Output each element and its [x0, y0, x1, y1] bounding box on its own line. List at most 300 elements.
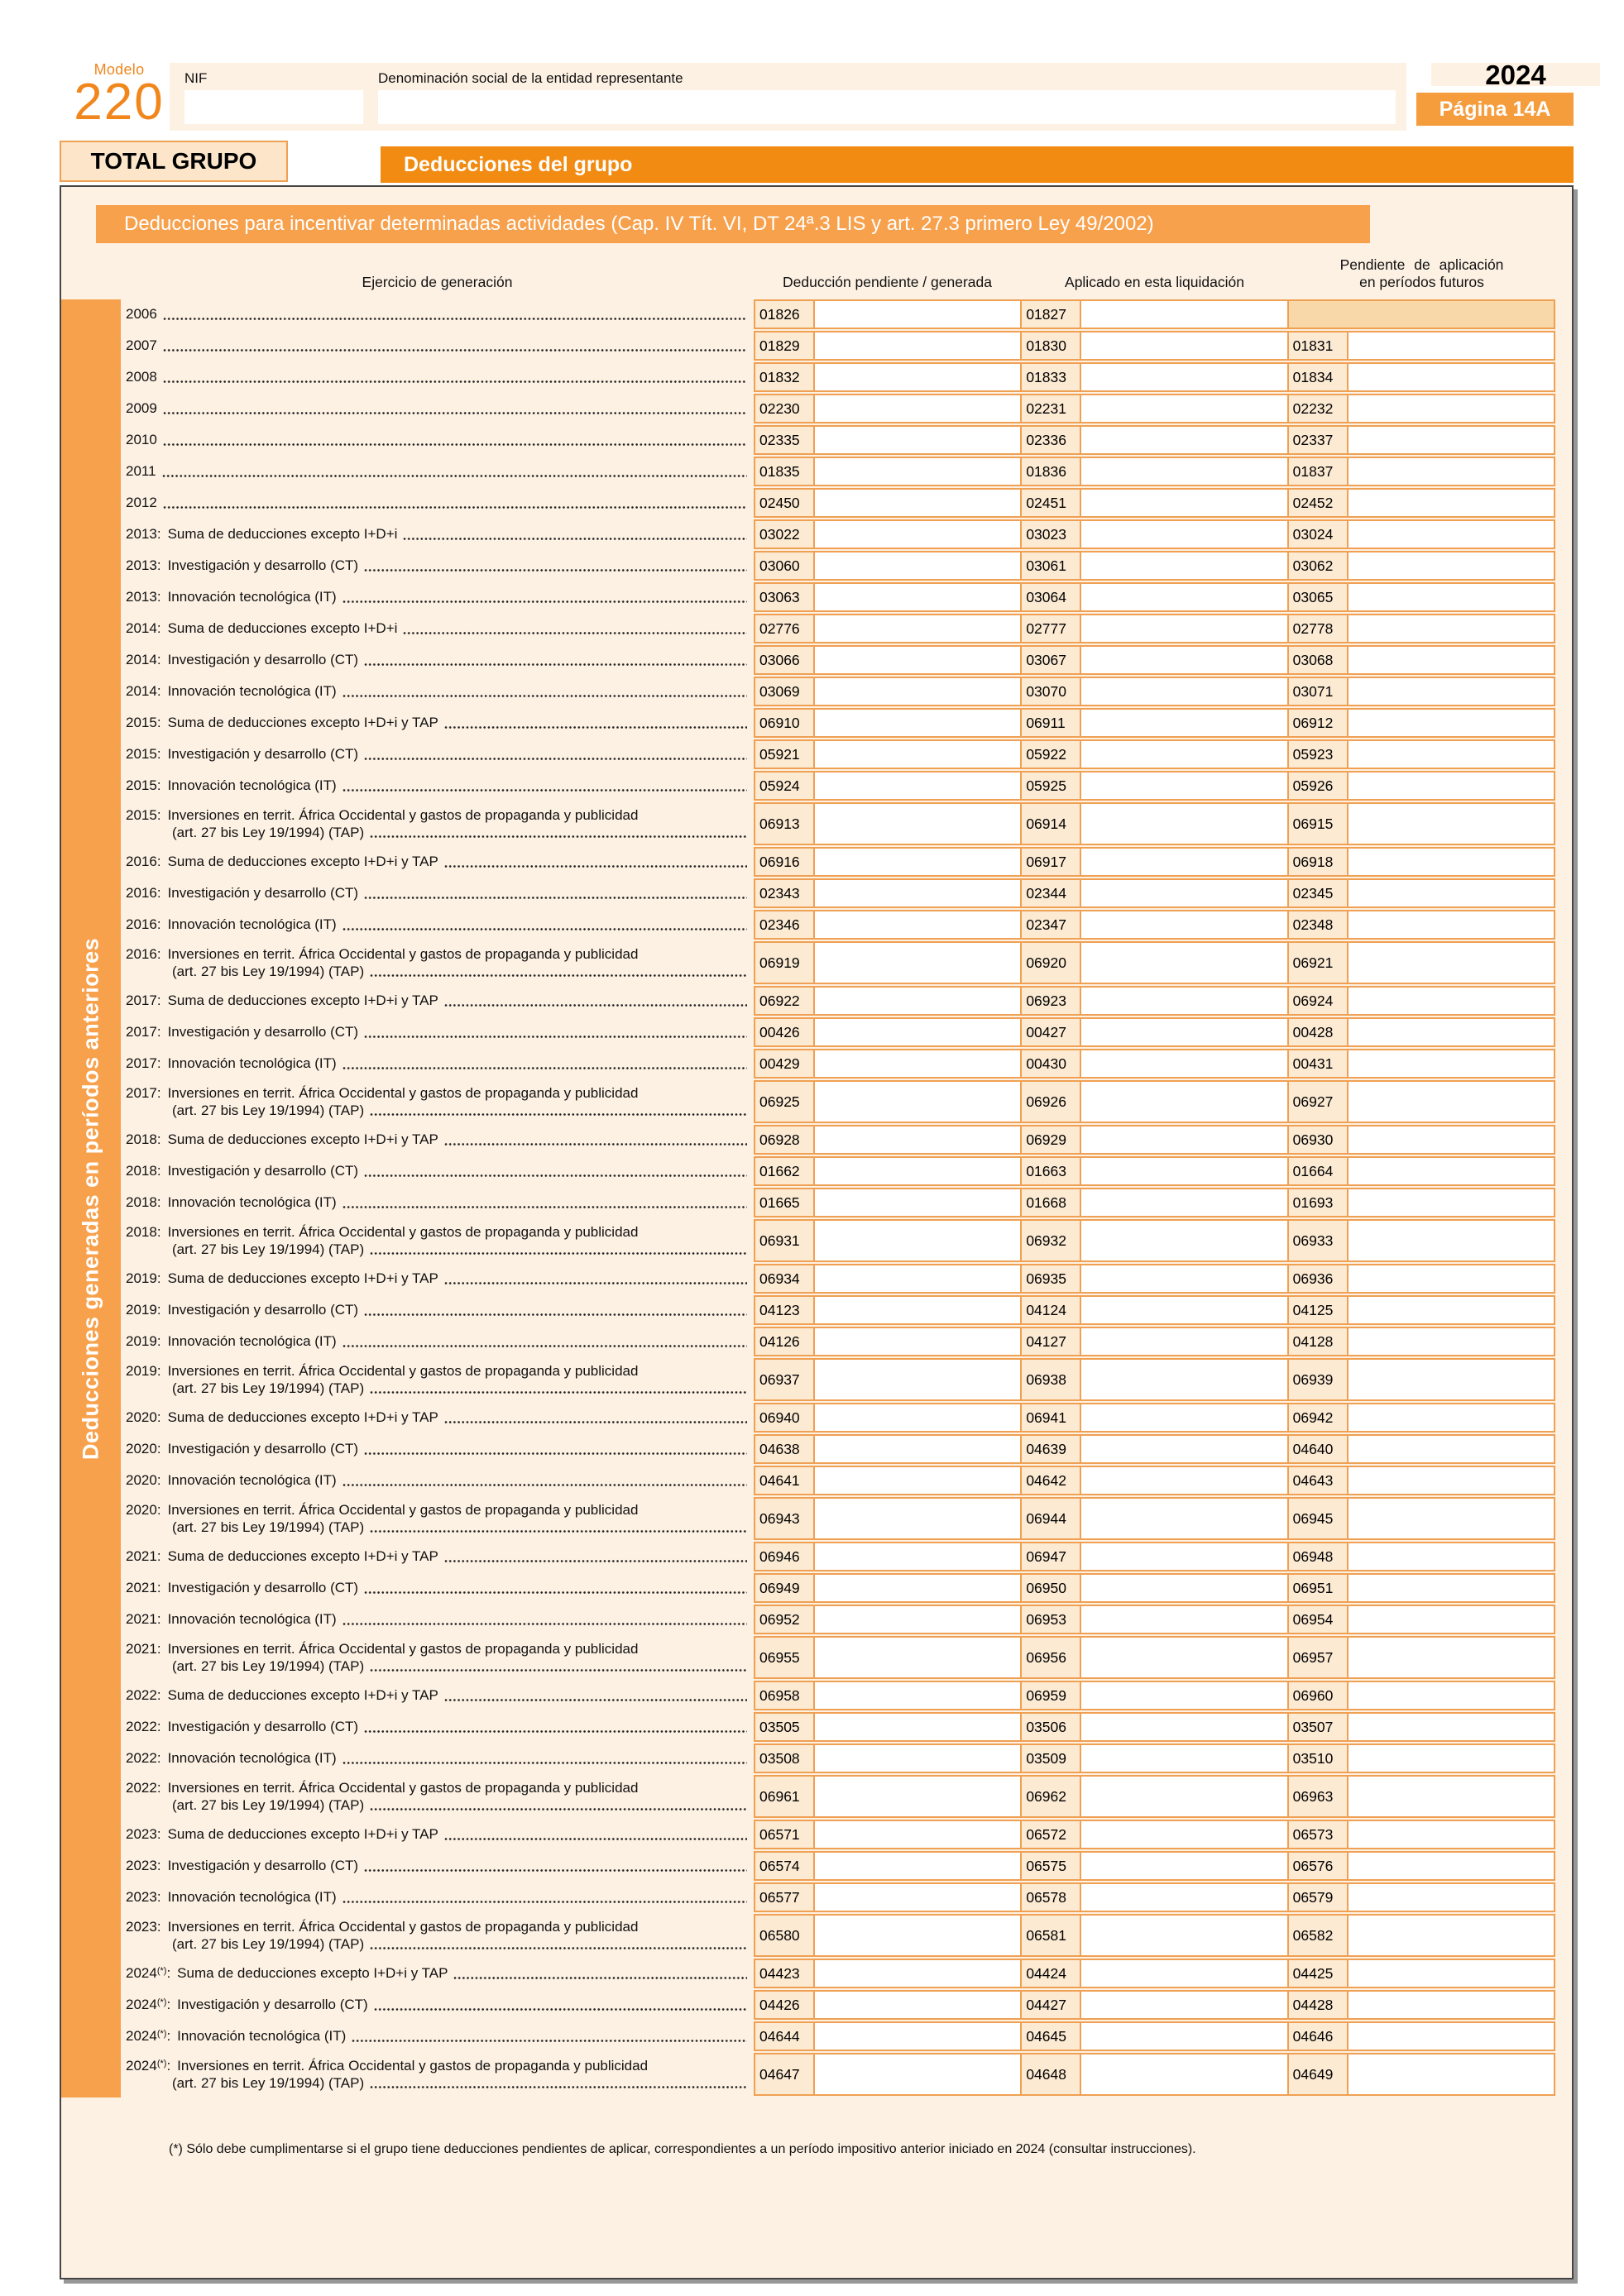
row-year: 2024(*):: [126, 1965, 171, 1982]
code-box: 00430: [1022, 1050, 1081, 1077]
dotted-leader: [444, 1142, 747, 1146]
amount-input[interactable]: [1081, 1328, 1286, 1355]
cell-group: [755, 1884, 1020, 1911]
code-box: 02776: [755, 615, 815, 642]
amount-input[interactable]: [1081, 1467, 1286, 1494]
amount-input[interactable]: [815, 1575, 1020, 1601]
column-header-aplicado: Aplicado en esta liquidación: [1065, 274, 1244, 290]
cell-group: [1287, 521, 1554, 548]
amount-input[interactable]: [1081, 1019, 1286, 1045]
code-box: 04125: [1289, 1297, 1349, 1323]
amount-input[interactable]: [1349, 1221, 1554, 1260]
row-year: 2013:: [126, 526, 161, 543]
row-label: [121, 847, 754, 877]
amount-input[interactable]: [1349, 1638, 1554, 1677]
amount-input[interactable]: [1349, 773, 1554, 799]
amount-input[interactable]: [1081, 364, 1286, 390]
cell-group: [1287, 1606, 1554, 1633]
row-label-text: Inversiones en territ. África Occidental y gastos de propaganda y publicidad: [167, 1640, 639, 1657]
amount-input[interactable]: [815, 395, 1020, 422]
table-column-headers: [121, 256, 1555, 293]
code-box: 06576: [1289, 1853, 1349, 1879]
code-box: 06961: [755, 1777, 815, 1816]
amount-input[interactable]: [1081, 1158, 1286, 1184]
amount-input[interactable]: [1349, 1853, 1554, 1879]
cell-group: [1020, 1853, 1286, 1879]
dotted-leader: [444, 1698, 747, 1702]
row-label-text: Suma de deducciones excepto I+D+i y TAP: [167, 1131, 438, 1148]
row-cells: [754, 771, 1555, 801]
amount-input[interactable]: [1349, 458, 1554, 485]
amount-input[interactable]: [1081, 1638, 1286, 1677]
amount-input[interactable]: [815, 2023, 1020, 2050]
cell-group: [1020, 1745, 1286, 1772]
amount-input[interactable]: [1081, 1050, 1286, 1077]
footnote: (*) Sólo debe cumplimentarse si el grupo tiene deducciones pendientes de aplicar, correspondientes a un período impositivo anterior iniciado en 2024 (consultar instrucciones).: [169, 2142, 1196, 2156]
code-box: 01663: [1022, 1158, 1081, 1184]
code-box: 06932: [1022, 1221, 1081, 1260]
cell-group: [1287, 911, 1554, 938]
amount-input[interactable]: [1081, 427, 1286, 453]
dotted-leader: [163, 317, 747, 321]
dotted-leader: [343, 1761, 747, 1765]
row-cells: [754, 1712, 1555, 1742]
amount-input[interactable]: [815, 1606, 1020, 1633]
amount-input[interactable]: [1349, 1126, 1554, 1153]
amount-input[interactable]: [1081, 1714, 1286, 1740]
dotted-leader: [370, 973, 747, 978]
row-label: [121, 986, 754, 1016]
amount-input[interactable]: [815, 1265, 1020, 1292]
cell-group: [755, 427, 1020, 453]
row-label: [121, 739, 754, 769]
amount-input[interactable]: [815, 1189, 1020, 1216]
dotted-leader: [370, 835, 747, 839]
amount-input[interactable]: [815, 1745, 1020, 1772]
amount-input[interactable]: [1349, 1189, 1554, 1216]
row-year: 2017:: [126, 1024, 161, 1040]
amount-input[interactable]: [1081, 849, 1286, 875]
row-cells: [754, 1542, 1555, 1571]
amount-input[interactable]: [815, 1884, 1020, 1911]
row-label-text: Investigación y desarrollo (CT): [167, 1302, 359, 1318]
amount-input[interactable]: [1349, 1884, 1554, 1911]
table-row: [121, 802, 1555, 845]
amount-input[interactable]: [1081, 490, 1286, 516]
code-box: 06573: [1289, 1821, 1349, 1848]
amount-input[interactable]: [815, 1158, 1020, 1184]
amount-input[interactable]: [815, 1467, 1020, 1494]
dotted-leader: [162, 474, 747, 478]
code-box: 06942: [1289, 1404, 1349, 1431]
code-box: 05926: [1289, 773, 1349, 799]
dotted-leader: [444, 1837, 747, 1841]
code-box: 04643: [1289, 1467, 1349, 1494]
amount-input[interactable]: [1081, 1543, 1286, 1570]
amount-input[interactable]: [815, 911, 1020, 938]
amount-input[interactable]: [1349, 1606, 1554, 1633]
amount-input[interactable]: [1349, 1158, 1554, 1184]
amount-input[interactable]: [1081, 943, 1286, 983]
amount-input[interactable]: [815, 943, 1020, 983]
code-box: 06958: [755, 1682, 815, 1709]
cell-group: [1020, 943, 1286, 983]
amount-input[interactable]: [1081, 458, 1286, 485]
dotted-leader: [370, 1112, 747, 1117]
amount-input[interactable]: [1081, 521, 1286, 548]
amount-input[interactable]: [1349, 615, 1554, 642]
amount-input[interactable]: [1349, 2023, 1554, 2050]
amount-input[interactable]: [1349, 1575, 1554, 1601]
amount-input[interactable]: [1081, 773, 1286, 799]
row-label: [121, 1820, 754, 1849]
row-label: [121, 1636, 754, 1679]
amount-input[interactable]: [1081, 880, 1286, 906]
cell-group: [1287, 1404, 1554, 1431]
amount-input[interactable]: [1081, 1404, 1286, 1431]
amount-input[interactable]: [815, 1404, 1020, 1431]
dotted-leader: [444, 1559, 747, 1563]
amount-input[interactable]: [815, 647, 1020, 673]
dotted-leader: [343, 1066, 747, 1070]
amount-input[interactable]: [1349, 1019, 1554, 1045]
amount-input[interactable]: [815, 1019, 1020, 1045]
cell-group: [755, 647, 1020, 673]
amount-input[interactable]: [1349, 1050, 1554, 1077]
cell-group: [1020, 1682, 1286, 1709]
code-box: 06921: [1289, 943, 1349, 983]
code-box: 06577: [755, 1884, 815, 1911]
row-label-text: Investigación y desarrollo (CT): [167, 652, 359, 668]
code-box: 02336: [1022, 427, 1081, 453]
row-label-text: Inversiones en territ. África Occidental y gastos de propaganda y publicidad: [177, 2057, 649, 2074]
table-row: [121, 582, 1555, 612]
amount-input[interactable]: [815, 364, 1020, 390]
amount-input[interactable]: [815, 1221, 1020, 1260]
amount-input[interactable]: [1081, 647, 1286, 673]
amount-input[interactable]: [1081, 741, 1286, 768]
code-box: 03507: [1289, 1714, 1349, 1740]
amount-input[interactable]: [815, 741, 1020, 768]
amount-input[interactable]: [1081, 1360, 1286, 1399]
code-box: 05925: [1022, 773, 1081, 799]
row-year: 2023:: [126, 1889, 161, 1906]
amount-input[interactable]: [815, 1853, 1020, 1879]
cell-group: [755, 1158, 1020, 1184]
dotted-leader: [364, 757, 747, 761]
amount-input[interactable]: [1349, 2054, 1554, 2094]
row-year: 2009: [126, 400, 157, 417]
row-label: [121, 1295, 754, 1325]
amount-input[interactable]: [815, 1297, 1020, 1323]
amount-input[interactable]: [1349, 332, 1554, 359]
amount-input[interactable]: [1349, 1082, 1554, 1122]
code-box: 02346: [755, 911, 815, 938]
amount-input[interactable]: [1081, 804, 1286, 844]
cell-group: [1020, 1126, 1286, 1153]
amount-input[interactable]: [815, 1499, 1020, 1538]
amount-input[interactable]: [1081, 1436, 1286, 1462]
amount-input[interactable]: [1349, 1297, 1554, 1323]
row-label: [121, 1219, 754, 1262]
nif-input[interactable]: [184, 90, 363, 124]
amount-input[interactable]: [1349, 427, 1554, 453]
amount-input[interactable]: [1081, 710, 1286, 736]
cell-group: [1287, 1265, 1554, 1292]
amount-input[interactable]: [815, 988, 1020, 1014]
table-row: [121, 2021, 1555, 2051]
dotted-leader: [364, 1452, 747, 1456]
dotted-leader: [163, 505, 747, 509]
code-box: 04127: [1022, 1328, 1081, 1355]
code-box: 06948: [1289, 1543, 1349, 1570]
dotted-leader: [343, 1900, 747, 1904]
amount-input[interactable]: [815, 552, 1020, 579]
amount-input[interactable]: [815, 880, 1020, 906]
row-cells: [754, 1466, 1555, 1495]
amount-input[interactable]: [815, 804, 1020, 844]
amount-input[interactable]: [1349, 710, 1554, 736]
code-box: 06929: [1022, 1126, 1081, 1153]
code-box: 04649: [1289, 2054, 1349, 2094]
amount-input[interactable]: [1349, 1404, 1554, 1431]
row-year: 2019:: [126, 1270, 161, 1287]
amount-input[interactable]: [815, 1050, 1020, 1077]
code-box: 06937: [755, 1360, 815, 1399]
table-row: [121, 394, 1555, 423]
cell-group: [1020, 849, 1286, 875]
cell-group: [1287, 490, 1554, 516]
row-label: [121, 1403, 754, 1433]
amount-input[interactable]: [1349, 1543, 1554, 1570]
amount-input[interactable]: [1349, 880, 1554, 906]
cell-group: [1020, 880, 1286, 906]
amount-input[interactable]: [1349, 1682, 1554, 1709]
amount-input[interactable]: [1081, 1575, 1286, 1601]
amount-input[interactable]: [815, 1543, 1020, 1570]
cell-group: [755, 988, 1020, 1014]
row-year: 2020:: [126, 1501, 161, 1518]
row-label-text: Innovación tecnológica (IT): [167, 1055, 337, 1072]
amount-input[interactable]: [815, 1777, 1020, 1816]
amount-input[interactable]: [1349, 552, 1554, 579]
code-box: 06963: [1289, 1777, 1349, 1816]
amount-input[interactable]: [1081, 1777, 1286, 1816]
amount-input[interactable]: [1349, 1467, 1554, 1494]
amount-input[interactable]: [815, 1960, 1020, 1987]
amount-input[interactable]: [1349, 911, 1554, 938]
amount-input[interactable]: [815, 427, 1020, 453]
cell-group: [1020, 1404, 1286, 1431]
row-cells: [754, 614, 1555, 643]
amount-input[interactable]: [1081, 1992, 1286, 2018]
amount-input[interactable]: [815, 1992, 1020, 2018]
year-strip: [1431, 59, 1600, 90]
row-label: [121, 1914, 754, 1957]
amount-input[interactable]: [1349, 647, 1554, 673]
row-cells: [754, 708, 1555, 738]
row-cells: [754, 1295, 1555, 1325]
amount-input[interactable]: [1349, 1992, 1554, 2018]
code-box: 03024: [1289, 521, 1349, 548]
amount-input[interactable]: [1081, 1499, 1286, 1538]
amount-input[interactable]: [1081, 552, 1286, 579]
amount-input[interactable]: [815, 678, 1020, 705]
amount-input[interactable]: [1349, 1499, 1554, 1538]
code-box: 03063: [755, 584, 815, 610]
amount-input[interactable]: [815, 458, 1020, 485]
amount-input[interactable]: [1081, 395, 1286, 422]
row-label: [121, 457, 754, 486]
amount-input[interactable]: [1349, 849, 1554, 875]
row-year: 2013:: [126, 557, 161, 574]
amount-input[interactable]: [815, 332, 1020, 359]
amount-input[interactable]: [815, 2054, 1020, 2094]
amount-input[interactable]: [1081, 1821, 1286, 1848]
code-box: 03062: [1289, 552, 1349, 579]
denominacion-input[interactable]: [378, 90, 1396, 124]
amount-input[interactable]: [815, 849, 1020, 875]
amount-input[interactable]: [815, 1682, 1020, 1709]
amount-input[interactable]: [1081, 1265, 1286, 1292]
amount-input[interactable]: [1349, 1714, 1554, 1740]
code-box: 06957: [1289, 1638, 1349, 1677]
code-box: 06927: [1289, 1082, 1349, 1122]
amount-input[interactable]: [1349, 678, 1554, 705]
row-cells: [754, 1497, 1555, 1540]
row-label-text-line2: (art. 27 bis Ley 19/1994) (TAP): [172, 1658, 365, 1674]
cell-group: [755, 678, 1020, 705]
row-year: 2022:: [126, 1779, 161, 1796]
cell-group: [1287, 1328, 1554, 1355]
amount-input[interactable]: [815, 615, 1020, 642]
row-cells: [754, 2021, 1555, 2051]
amount-input[interactable]: [1081, 1916, 1286, 1955]
amount-input[interactable]: [1081, 1082, 1286, 1122]
amount-input[interactable]: [1349, 1745, 1554, 1772]
amount-input[interactable]: [815, 1714, 1020, 1740]
column-header-futuros-line2: en períodos futuros: [1359, 274, 1484, 290]
row-label-text: Inversiones en territ. África Occidental y gastos de propaganda y publicidad: [167, 1779, 639, 1796]
cell-group: [755, 1221, 1020, 1260]
code-box: 01830: [1022, 332, 1081, 359]
amount-input[interactable]: [815, 1082, 1020, 1122]
amount-input[interactable]: [815, 773, 1020, 799]
amount-input[interactable]: [1349, 741, 1554, 768]
amount-input[interactable]: [1081, 1682, 1286, 1709]
code-box: 01834: [1289, 364, 1349, 390]
amount-input[interactable]: [1349, 804, 1554, 844]
amount-input[interactable]: [815, 1821, 1020, 1848]
row-cells: [754, 1990, 1555, 2020]
code-box: 06944: [1022, 1499, 1081, 1538]
amount-input[interactable]: [1081, 1126, 1286, 1153]
row-label-text: Suma de deducciones excepto I+D+i y TAP: [167, 715, 438, 731]
amount-input[interactable]: [1349, 1916, 1554, 1955]
row-label: [121, 645, 754, 675]
cell-group: [1020, 552, 1286, 579]
amount-input[interactable]: [815, 584, 1020, 610]
amount-input[interactable]: [815, 1638, 1020, 1677]
row-label: [121, 1775, 754, 1818]
dotted-leader: [364, 896, 747, 900]
amount-input[interactable]: [1349, 364, 1554, 390]
amount-input[interactable]: [1081, 911, 1286, 938]
amount-input[interactable]: [1349, 1360, 1554, 1399]
amount-input[interactable]: [815, 1328, 1020, 1355]
amount-input[interactable]: [1081, 332, 1286, 359]
amount-input[interactable]: [1081, 301, 1286, 328]
row-cells: [754, 1681, 1555, 1710]
amount-input[interactable]: [1081, 2023, 1286, 2050]
row-label: [121, 582, 754, 612]
dotted-leader: [364, 1035, 747, 1039]
amount-input[interactable]: [1349, 584, 1554, 610]
cell-group: [755, 1436, 1020, 1462]
amount-input[interactable]: [815, 1436, 1020, 1462]
amount-input[interactable]: [1081, 1745, 1286, 1772]
amount-input[interactable]: [815, 1126, 1020, 1153]
row-year: 2021:: [126, 1580, 161, 1596]
amount-input[interactable]: [1081, 1297, 1286, 1323]
code-box: 06914: [1022, 804, 1081, 844]
row-label-text: Innovación tecnológica (IT): [167, 1194, 337, 1211]
cell-group: [1020, 1050, 1286, 1077]
amount-input[interactable]: [1081, 615, 1286, 642]
amount-input[interactable]: [1081, 1189, 1286, 1216]
amount-input[interactable]: [1349, 1777, 1554, 1816]
cell-group: [1287, 1499, 1554, 1538]
amount-input[interactable]: [1081, 1606, 1286, 1633]
amount-input[interactable]: [1349, 1265, 1554, 1292]
amount-input[interactable]: [1349, 1436, 1554, 1462]
modelo-label: Modelo: [93, 61, 145, 78]
amount-input[interactable]: [1349, 1960, 1554, 1987]
row-year: 2015:: [126, 746, 161, 763]
table-row: [121, 331, 1555, 361]
row-year: 2015:: [126, 806, 161, 823]
amount-input[interactable]: [1081, 678, 1286, 705]
amount-input[interactable]: [1081, 1960, 1286, 1987]
amount-input[interactable]: [1081, 2054, 1286, 2094]
amount-input[interactable]: [1349, 1821, 1554, 1848]
table-row: [121, 1080, 1555, 1123]
amount-input[interactable]: [1081, 1221, 1286, 1260]
amount-input[interactable]: [815, 1916, 1020, 1955]
amount-input[interactable]: [1349, 490, 1554, 516]
amount-input[interactable]: [815, 301, 1020, 328]
amount-input[interactable]: [1349, 1328, 1554, 1355]
amount-input[interactable]: [815, 490, 1020, 516]
row-label: [121, 1744, 754, 1773]
amount-input[interactable]: [815, 710, 1020, 736]
amount-input[interactable]: [1349, 395, 1554, 422]
amount-input[interactable]: [815, 1360, 1020, 1399]
table-row: [121, 1744, 1555, 1773]
amount-input[interactable]: [1081, 584, 1286, 610]
amount-input[interactable]: [1349, 521, 1554, 548]
amount-input[interactable]: [1081, 1853, 1286, 1879]
amount-input[interactable]: [1081, 988, 1286, 1014]
amount-input[interactable]: [1349, 943, 1554, 983]
row-year: 2014:: [126, 620, 161, 637]
column-header-pendiente: Deducción pendiente / generada: [783, 274, 992, 290]
code-box: 02230: [755, 395, 815, 422]
cell-group: [755, 1265, 1020, 1292]
amount-input[interactable]: [815, 521, 1020, 548]
amount-input[interactable]: [1349, 988, 1554, 1014]
amount-input[interactable]: [1081, 1884, 1286, 1911]
